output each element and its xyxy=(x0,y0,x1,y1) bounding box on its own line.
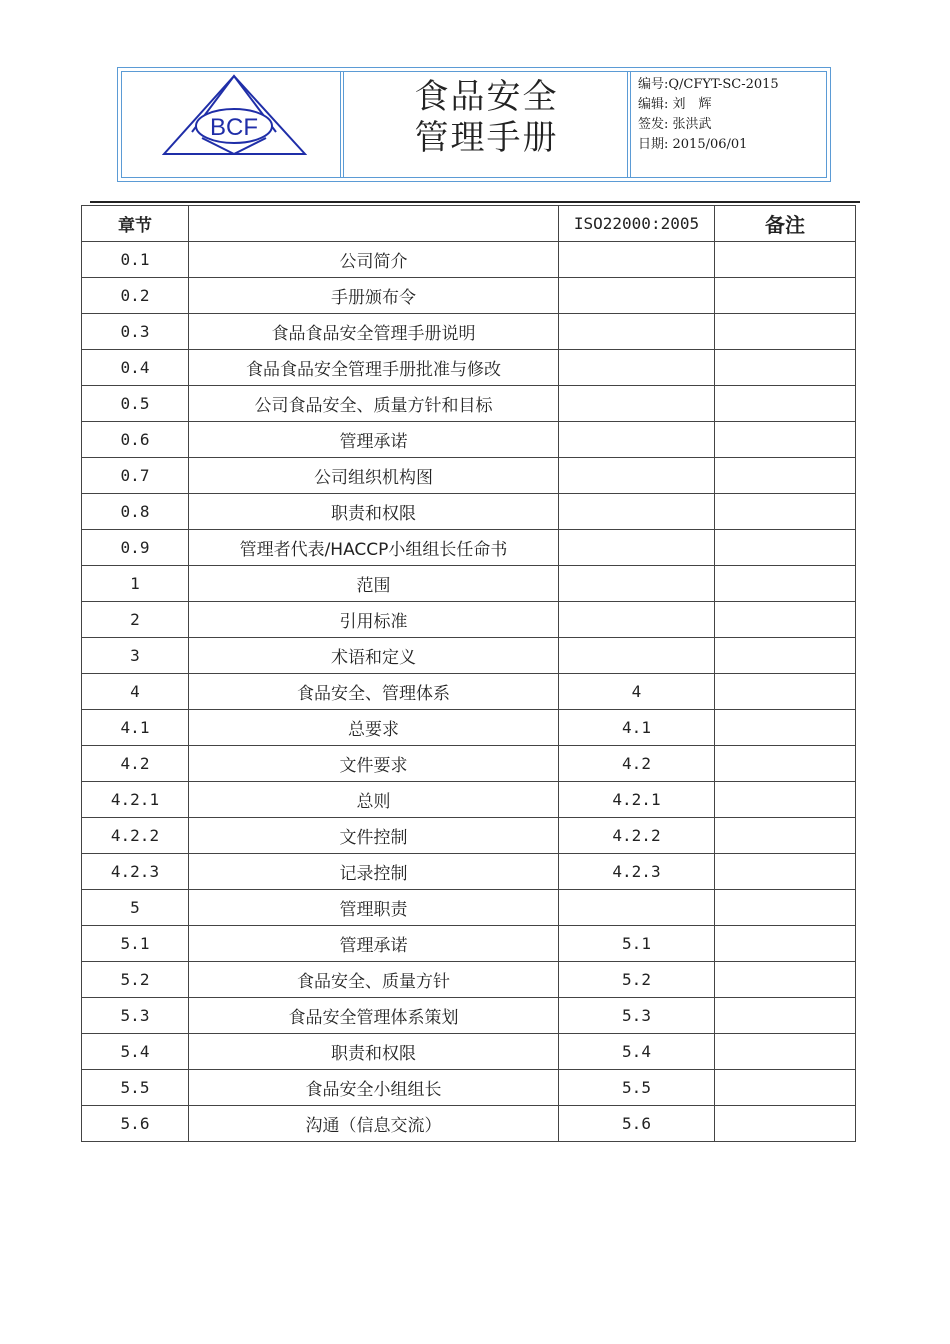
table-row xyxy=(82,638,856,674)
note-cell xyxy=(715,890,856,926)
standard-cell xyxy=(559,530,715,566)
note-cell xyxy=(715,854,856,890)
table-row xyxy=(82,854,856,890)
note-cell xyxy=(715,674,856,710)
standard-cell xyxy=(559,638,715,674)
table-row xyxy=(82,494,856,530)
chapter-cell: 4.2 xyxy=(82,746,189,782)
title-cell: 引用标准 xyxy=(189,602,559,638)
standard-cell xyxy=(559,566,715,602)
title-cell: 术语和定义 xyxy=(189,638,559,674)
chapter-cell: 5.1 xyxy=(82,926,189,962)
table-row xyxy=(82,998,856,1034)
standard-cell: 4.2 xyxy=(559,746,715,782)
table-row xyxy=(82,530,856,566)
title-cell: 总则 xyxy=(189,782,559,818)
note-cell xyxy=(715,422,856,458)
standard-cell: 5.4 xyxy=(559,1034,715,1070)
note-cell xyxy=(715,278,856,314)
note-cell xyxy=(715,782,856,818)
standard-cell xyxy=(559,422,715,458)
note-cell xyxy=(715,314,856,350)
chapter-cell: 0.1 xyxy=(82,242,189,278)
title-cell: 文件要求 xyxy=(189,746,559,782)
chapter-cell: 0.5 xyxy=(82,386,189,422)
chapter-cell: 5.6 xyxy=(82,1106,189,1142)
title-cell: 沟通（信息交流） xyxy=(189,1106,559,1142)
chapter-cell: 5.2 xyxy=(82,962,189,998)
standard-cell xyxy=(559,386,715,422)
chapter-cell: 5 xyxy=(82,890,189,926)
table-row xyxy=(82,278,856,314)
title-cell: 管理承诺 xyxy=(189,422,559,458)
title-cell: 管理者代表/HACCP小组组长任命书 xyxy=(189,530,559,566)
standard-cell: 5.6 xyxy=(559,1106,715,1142)
header-chapter: 章节 xyxy=(82,206,189,242)
chapter-cell: 0.3 xyxy=(82,314,189,350)
table-body xyxy=(82,242,856,1142)
doc-date: 日期: 2015/06/01 xyxy=(638,137,748,152)
chapter-cell: 0.4 xyxy=(82,350,189,386)
note-cell xyxy=(715,602,856,638)
header-title xyxy=(189,206,559,242)
chapter-cell: 1 xyxy=(82,566,189,602)
chapter-cell: 4.2.3 xyxy=(82,854,189,890)
chapter-cell: 4.2.1 xyxy=(82,782,189,818)
table-row xyxy=(82,818,856,854)
standard-cell xyxy=(559,602,715,638)
chapter-cell: 0.7 xyxy=(82,458,189,494)
chapter-cell: 5.4 xyxy=(82,1034,189,1070)
standard-cell xyxy=(559,242,715,278)
title-cell: 食品安全、质量方针 xyxy=(189,962,559,998)
title-cell: 总要求 xyxy=(189,710,559,746)
title-line-2: 管理手册 xyxy=(414,118,559,158)
contents-table xyxy=(81,205,856,1142)
header-frame xyxy=(121,71,827,178)
table-row xyxy=(82,458,856,494)
title-cell: 记录控制 xyxy=(189,854,559,890)
table-row xyxy=(82,782,856,818)
table-row xyxy=(82,602,856,638)
title-line-1: 食品安全 xyxy=(414,77,559,117)
standard-cell: 5.1 xyxy=(559,926,715,962)
chapter-cell: 0.2 xyxy=(82,278,189,314)
table-header-row xyxy=(82,206,856,242)
title-cell: 公司简介 xyxy=(189,242,559,278)
standard-cell xyxy=(559,494,715,530)
document-header xyxy=(117,67,831,182)
chapter-cell: 5.3 xyxy=(82,998,189,1034)
table-row xyxy=(82,926,856,962)
chapter-cell: 0.9 xyxy=(82,530,189,566)
standard-cell: 4.2.1 xyxy=(559,782,715,818)
standard-cell xyxy=(559,314,715,350)
table-row xyxy=(82,314,856,350)
title-cell: 食品食品安全管理手册批准与修改 xyxy=(189,350,559,386)
note-cell xyxy=(715,962,856,998)
table-row xyxy=(82,710,856,746)
standard-cell: 5.5 xyxy=(559,1070,715,1106)
chapter-cell: 4.2.2 xyxy=(82,818,189,854)
note-cell xyxy=(715,1034,856,1070)
note-cell xyxy=(715,386,856,422)
table-row xyxy=(82,422,856,458)
doc-editor: 编辑: 刘 辉 xyxy=(638,97,712,112)
standard-cell: 4 xyxy=(559,674,715,710)
table-row xyxy=(82,242,856,278)
note-cell xyxy=(715,998,856,1034)
title-cell: 食品安全、管理体系 xyxy=(189,674,559,710)
header-standard: ISO22000:2005 xyxy=(559,206,715,242)
standard-cell: 5.2 xyxy=(559,962,715,998)
note-cell xyxy=(715,458,856,494)
chapter-cell: 5.5 xyxy=(82,1070,189,1106)
standard-cell: 4.2.3 xyxy=(559,854,715,890)
chapter-cell: 0.8 xyxy=(82,494,189,530)
table-row xyxy=(82,566,856,602)
title-cell: 职责和权限 xyxy=(189,494,559,530)
standard-cell: 4.2.2 xyxy=(559,818,715,854)
standard-cell xyxy=(559,350,715,386)
table-row xyxy=(82,386,856,422)
table-row xyxy=(82,890,856,926)
table-row xyxy=(82,962,856,998)
logo-text: BCF xyxy=(210,114,258,141)
note-cell xyxy=(715,530,856,566)
standard-cell xyxy=(559,458,715,494)
note-cell xyxy=(715,638,856,674)
title-cell: 食品安全管理体系策划 xyxy=(189,998,559,1034)
note-cell xyxy=(715,818,856,854)
note-cell xyxy=(715,710,856,746)
table-row xyxy=(82,350,856,386)
doc-issuer: 签发: 张洪武 xyxy=(638,117,712,132)
chapter-cell: 0.6 xyxy=(82,422,189,458)
chapter-cell: 4 xyxy=(82,674,189,710)
title-cell: 手册颁布令 xyxy=(189,278,559,314)
note-cell xyxy=(715,494,856,530)
document-meta xyxy=(638,75,779,155)
note-cell xyxy=(715,566,856,602)
company-logo xyxy=(162,74,307,156)
title-cell: 范围 xyxy=(189,566,559,602)
manual-title xyxy=(344,77,629,159)
note-cell xyxy=(715,926,856,962)
doc-code: 编号:Q/CFYT-SC-2015 xyxy=(638,77,779,92)
note-cell xyxy=(715,350,856,386)
standard-cell: 4.1 xyxy=(559,710,715,746)
chapter-cell: 4.1 xyxy=(82,710,189,746)
title-cell: 管理承诺 xyxy=(189,926,559,962)
header-rule xyxy=(90,201,860,203)
standard-cell xyxy=(559,278,715,314)
title-cell: 文件控制 xyxy=(189,818,559,854)
standard-cell xyxy=(559,890,715,926)
note-cell xyxy=(715,746,856,782)
table-row xyxy=(82,1070,856,1106)
title-cell: 管理职责 xyxy=(189,890,559,926)
table-row xyxy=(82,746,856,782)
note-cell xyxy=(715,1070,856,1106)
title-cell: 公司食品安全、质量方针和目标 xyxy=(189,386,559,422)
standard-cell: 5.3 xyxy=(559,998,715,1034)
chapter-cell: 2 xyxy=(82,602,189,638)
table-row xyxy=(82,1034,856,1070)
note-cell xyxy=(715,1106,856,1142)
table-row xyxy=(82,1106,856,1142)
title-cell: 公司组织机构图 xyxy=(189,458,559,494)
table-row xyxy=(82,674,856,710)
title-cell: 职责和权限 xyxy=(189,1034,559,1070)
note-cell xyxy=(715,242,856,278)
header-note: 备注 xyxy=(715,206,856,242)
title-cell: 食品安全小组组长 xyxy=(189,1070,559,1106)
chapter-cell: 3 xyxy=(82,638,189,674)
title-cell: 食品食品安全管理手册说明 xyxy=(189,314,559,350)
